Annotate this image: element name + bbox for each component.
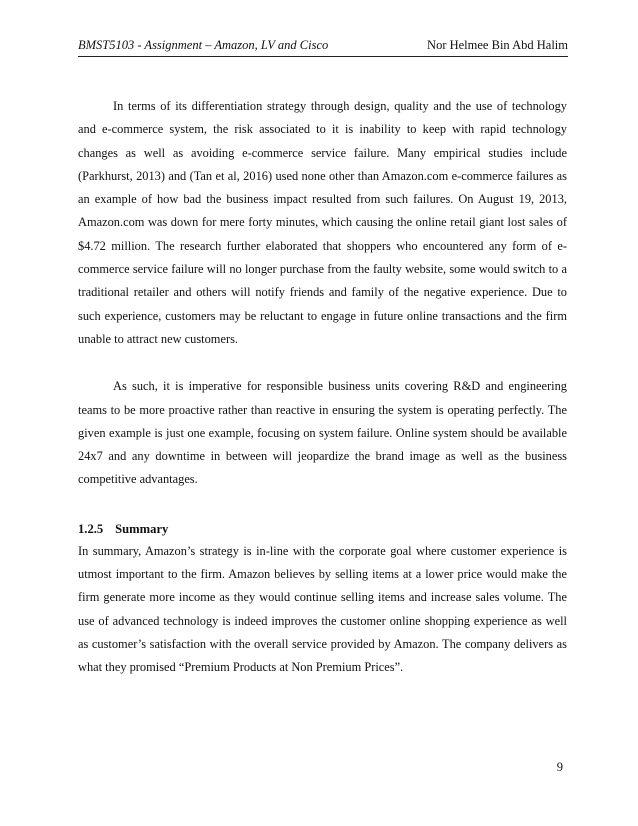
section-heading — [78, 518, 567, 540]
paragraph-differentiation-risk: In terms of its differentiation strategy through design, quality and the use of technology and e-commerce system, the risk associated to it is inability to keep with rapid technology changes as well as avoiding e-commerce service failure. Many empirical studies include (Parkhurst, 2013) and (Tan et al, 2016) used none other than Amazon.com e-commerce failures as an example of how bad the business impact resulted from such failures. On August 19, 2013, Amazon.com was down for mere forty minutes, which causing the online retail giant lost sales of $4.72 million. The research further elaborated that shoppers who encountered any form of e-commerce service failure will no longer purchase from the faulty website, some would switch to a traditional retailer and others will notify friends and family of the negative experience. Due to such experience, customers may be reluctant to engage in future online transactions and the firm unable to attract new customers. — [78, 99, 567, 346]
section-number: 1.2.5 — [78, 521, 104, 536]
page-header — [78, 36, 568, 57]
header-author: Nor Helmee Bin Abd Halim — [427, 38, 568, 52]
page-body — [78, 95, 567, 680]
section-title: Summary — [115, 521, 169, 536]
page-number: 9 — [556, 760, 563, 774]
paragraph-proactive-teams: As such, it is imperative for responsible business units covering R&D and engineering teams to be more proactive rather than reactive in ensuring the system is operating perfectly. The given example is just one example, focusing on system failure. Online system should be available 24x7 and any downtime in between will jeopardize the brand image as well as the business competitive advantages. — [78, 379, 567, 487]
header-title: BMST5103 - Assignment – Amazon, LV and Cisco — [78, 38, 329, 52]
paragraph-summary: In summary, Amazon’s strategy is in-line with the corporate goal where customer experience is utmost important to the firm. Amazon believes by selling items at a lower price would make the firm generate more income as they would continue selling items and increase sales volume. The use of advanced technology is indeed improves the customer online shopping experience as well as customer’s satisfaction with the overall service provided by Amazon. The company delivers as what they promised “Premium Products at Non Premium Prices”. — [78, 543, 567, 675]
